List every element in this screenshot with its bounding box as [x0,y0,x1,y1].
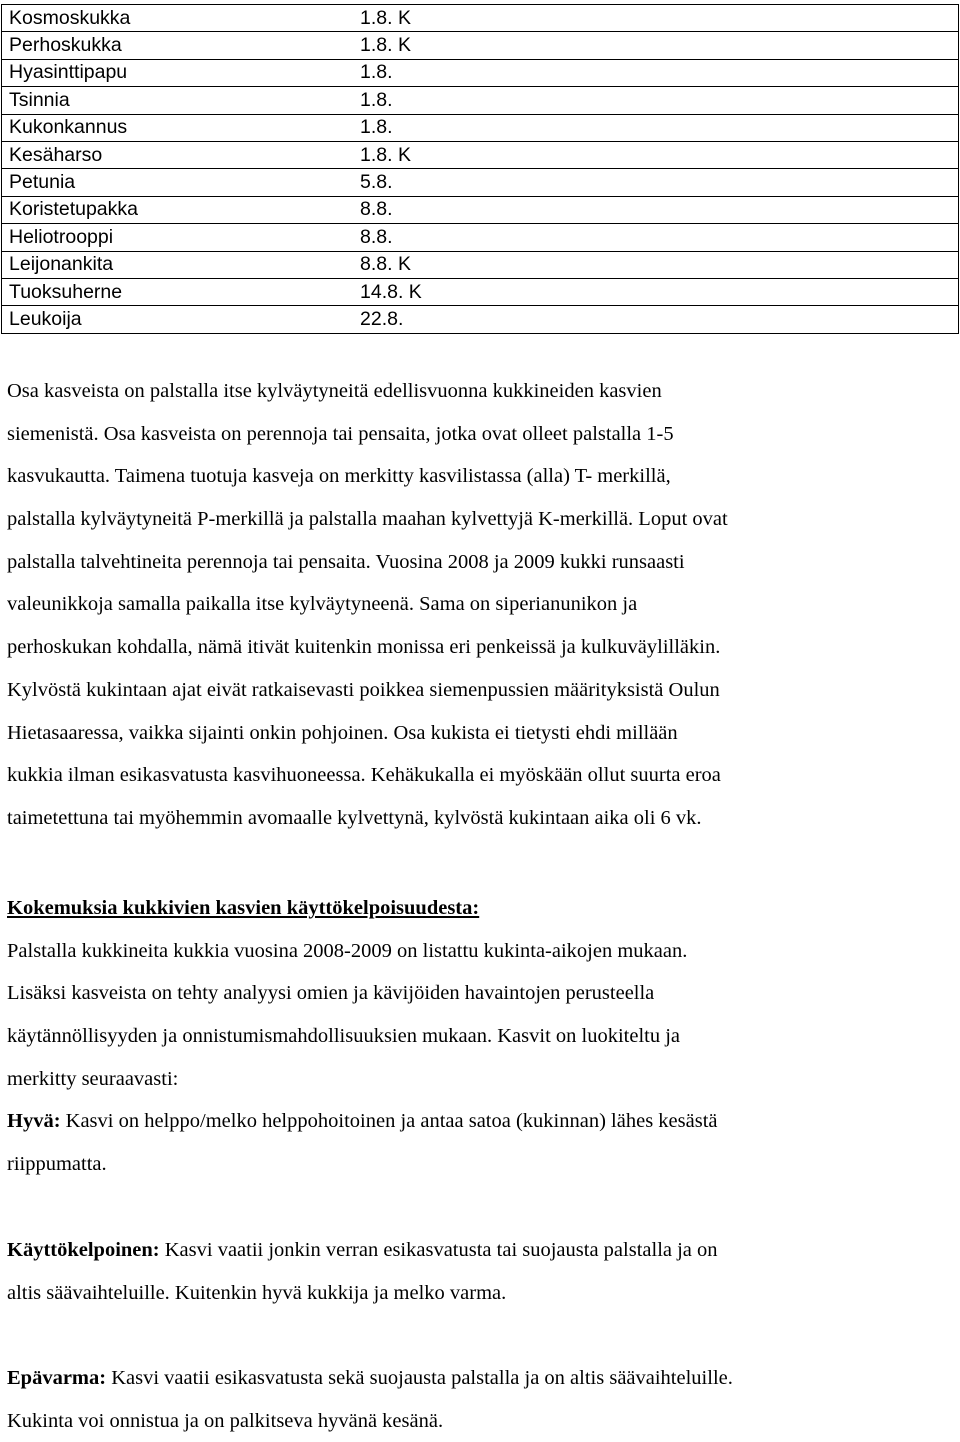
table-row [2,87,959,114]
bloom-date: 22.8. [360,306,959,333]
text-line: käytännöllisyyden ja onnistumismahdollisuuksien mukaan. Kasvit on luokiteltu ja [7,1025,681,1048]
text-line: siemenistä. Osa kasveista on perennoja tai pensaita, jotka ovat olleet palstalla 1-5 [7,422,674,445]
category-label: Epävarma: [7,1367,107,1389]
text-line: palstalla talvehtineita perennoja tai pensaita. Vuosina 2008 ja 2009 kukki runsaasti [7,550,685,573]
category-uncertain [7,1357,955,1442]
text-line: perhoskukan kohdalla, nämä itivät kuitenkin monissa eri penkeissä ja kulkuväylilläkin. [7,636,721,659]
category-text: Kasvi on helppo/melko helppohoitoinen ja antaa satoa (kukinnan) lähes kesästä [60,1110,718,1133]
plant-name: Koristetupakka [2,196,361,223]
category-label: Hyvä: [7,1110,61,1133]
table-row [2,114,959,141]
category-text: Kasvi vaatii jonkin verran esikasvatusta tai suojausta palstalla ja on [159,1239,718,1261]
plant-name: Leukoija [2,306,361,333]
plant-name: Kesäharso [2,141,361,168]
plant-name: Tuoksuherne [2,278,361,305]
text-line: Kukinta voi onnistua ja on palkitseva hyvänä kesänä. [7,1409,444,1432]
text-line: Hietasaaressa, vaikka sijainti onkin pohjoinen. Osa kukista ei tietysti ehdi millään [7,721,678,744]
plant-name: Tsinnia [2,87,361,114]
plant-name: Perhoskukka [2,32,361,59]
plant-name: Heliotrooppi [2,224,361,251]
bloom-date: 8.8. [360,224,959,251]
plant-table [1,4,959,334]
text-line: riippumatta. [7,1153,107,1176]
table-row [2,5,959,32]
text-line: palstalla kylväytyneitä P-merkillä ja palstalla maahan kylvettyjä K-merkillä. Loput ovat [7,508,728,531]
text-line: Kylvöstä kukintaan ajat eivät ratkaisevasti poikkea siemenpussien määrityksistä Oulun [7,678,720,701]
table-row [2,196,959,223]
text-line: kasvukautta. Taimena tuotuja kasveja on merkitty kasvilistassa (alla) T- merkillä, [7,465,671,488]
bloom-date: 1.8. [360,59,959,86]
table-row [2,306,959,333]
plant-name: Leijonankita [2,251,361,278]
text-line: Palstalla kukkineita kukkia vuosina 2008-2009 on listattu kukinta-aikojen mukaan. [7,939,688,962]
category-line [7,1229,955,1272]
text-line: valeunikkoja samalla paikalla itse kylväytyneenä. Sama on siperianunikon ja [7,593,638,616]
text-line: merkitty seuraavasti: [7,1067,179,1090]
text-line: kukkia ilman esikasvatusta kasvihuoneessa. Kehäkukalla ei myöskään ollut suurta eroa [7,764,721,787]
plant-name: Hyasinttipapu [2,59,361,86]
text-line: altis säävaihteluille. Kuitenkin hyvä kukkija ja melko varma. [7,1281,507,1304]
bloom-date: 1.8. K [360,32,959,59]
intro-paragraph [7,370,955,840]
bloom-date: 1.8. K [360,5,959,32]
category-line [7,1357,955,1400]
bloom-date: 5.8. [360,169,959,196]
plant-name: Petunia [2,169,361,196]
plant-name: Kukonkannus [2,114,361,141]
bloom-date: 14.8. K [360,278,959,305]
bloom-date: 8.8. [360,196,959,223]
table-row [2,224,959,251]
table-row [2,278,959,305]
bloom-date: 8.8. K [360,251,959,278]
text-line: taimetettuna tai myöhemmin avomaalle kylvettynä, kylvöstä kukintaan aika oli 6 vk. [7,806,702,829]
category-text: Kasvi vaatii esikasvatusta sekä suojausta palstalla ja on altis säävaihteluille. [106,1367,733,1389]
section-heading: Kokemuksia kukkivien kasvien käyttökelpoisuudesta: [7,897,480,919]
bloom-date: 1.8. K [360,141,959,168]
category-label: Käyttökelpoinen: [7,1239,160,1261]
table-row [2,251,959,278]
text-line: Osa kasveista on palstalla itse kylväytyneitä edellisvuonna kukkineiden kasvien [7,380,662,402]
text-line: Lisäksi kasveista on tehty analyysi omien ja kävijöiden havaintojen perusteella [7,982,655,1005]
table-row [2,32,959,59]
plant-table-body [2,5,959,334]
bloom-date: 1.8. [360,87,959,114]
bloom-date: 1.8. [360,114,959,141]
usability-section [7,887,955,1186]
category-usable [7,1229,955,1314]
table-row [2,59,959,86]
table-row [2,169,959,196]
category-good [7,1100,955,1143]
plant-name: Kosmoskukka [2,5,361,32]
table-row [2,141,959,168]
